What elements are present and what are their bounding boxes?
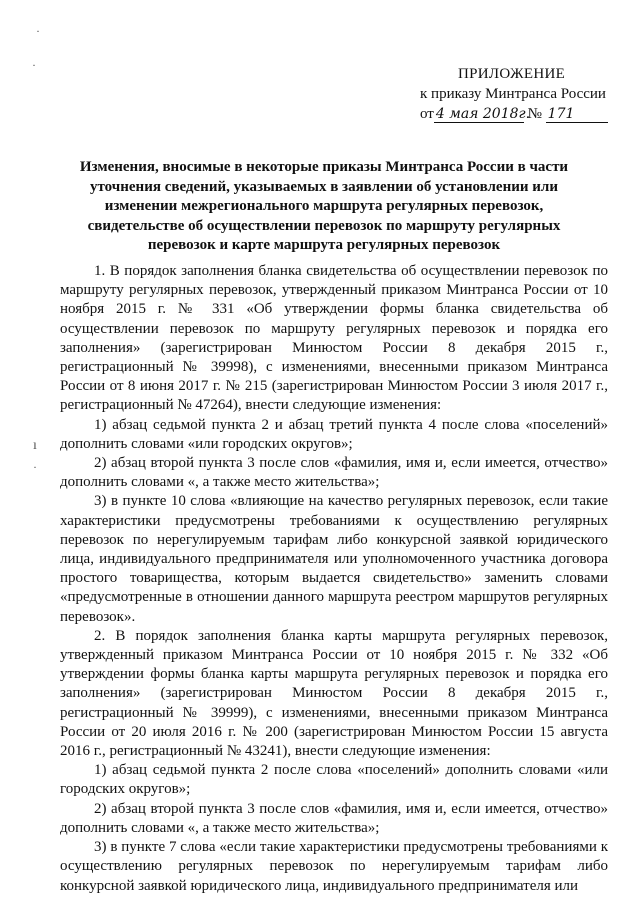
paragraph: 1) абзац седьмой пункта 2 после слова «поселений» дополнить словами «или городских округов»;	[60, 762, 608, 798]
paragraph: 2) абзац второй пункта 3 после слов «фамилия, имя и, если имеется, отчество» дополнить словами «, а также место жительства»;	[60, 800, 608, 836]
appendix-block	[420, 64, 620, 124]
scan-speck-mark: ·	[33, 460, 37, 474]
document-body	[60, 262, 608, 896]
appendix-title: ПРИЛОЖЕНИЕ	[458, 66, 566, 82]
order-date-line	[420, 104, 620, 124]
paragraph: 3) в пункте 7 слова «если такие характеристики предусмотрены требованиями к осуществлению регулярных перевозок по нерегулируемым тарифам либо конкурсной заявкой юридического лица, индивидуального предпринимателя или	[60, 839, 608, 894]
scan-speck-mark: ·	[36, 24, 40, 38]
number-prefix: №	[527, 106, 542, 122]
paragraph: 1) абзац седьмой пункта 2 и абзац третий пункта 4 после слова «поселений» дополнить словами «или городских округов»;	[60, 416, 608, 452]
handwritten-number: 171	[546, 106, 608, 123]
paragraph: 2) абзац второй пункта 3 после слов «фамилия, имя и, если имеется, отчество» дополнить словами «, а также место жительства»;	[60, 455, 608, 491]
scan-speck-mark: ·	[32, 58, 36, 72]
scan-speck-mark: ı	[33, 438, 37, 453]
paragraph: 3) в пункте 10 слова «влияющие на качество регулярных перевозок, если такие характеристики предусмотрены требованиями к осуществлению регулярных перевозок по нерегулируемым тарифам либо конкурсной заявкой юридического лица, индивидуального предпринимателя или уполномоченного участника договора простого товарищества, которым выдается свидетельство» заменить словами «предусмотренные в отношении данного маршрута реестром маршрутов регулярных перевозок».	[60, 493, 608, 625]
document-heading: Изменения, вносимые в некоторые приказы Минтранса России в части уточнения сведений, указываемых в заявлении об установлении или изменении межрегионального маршрута регулярных перевозок, свидетельстве об осуществлении перевозок по маршруту регулярных перевозок и карте маршрута регулярных перевозок	[79, 159, 569, 254]
paragraph: 2. В порядок заполнения бланка карты маршрута регулярных перевозок, утвержденный приказом Минтранса России от 10 ноября 2015 г. № 332 «Об утверждении формы бланка карты маршрута регулярных перевозок и порядка его заполнения» (зарегистрирован Минюстом России 8 декабря 2015 г., регистрационный № 39999), с изменениями, внесенными приказом Минтранса России от 20 июля 2016 г. № 200 (зарегистрирован Минюстом России 15 августа 2016 г., регистрационный № 43241), внести следующие изменения:	[60, 627, 608, 760]
appendix-reference: к приказу Минтранса России	[420, 86, 606, 102]
paragraph: 1. В порядок заполнения бланка свидетельства об осуществлении перевозок по маршруту регулярных перевозок, утвержденный приказом Минтранса России от 10 ноября 2015 г. № 331 «Об утверждении формы бланка свидетельства об осуществлении перевозок по маршруту регулярных перевозок и порядка его заполнения» (зарегистрирован Минюстом России 8 декабря 2015 г., регистрационный № 39998), с изменениями, внесенными приказом Минтранса России от 8 июня 2017 г. № 215 (зарегистрирован Минюстом России 3 июля 2017 г., регистрационный № 47264), внести следующие изменения:	[60, 263, 608, 414]
date-prefix: от	[420, 106, 434, 122]
handwritten-date: 4 мая 2018г.	[435, 106, 531, 122]
